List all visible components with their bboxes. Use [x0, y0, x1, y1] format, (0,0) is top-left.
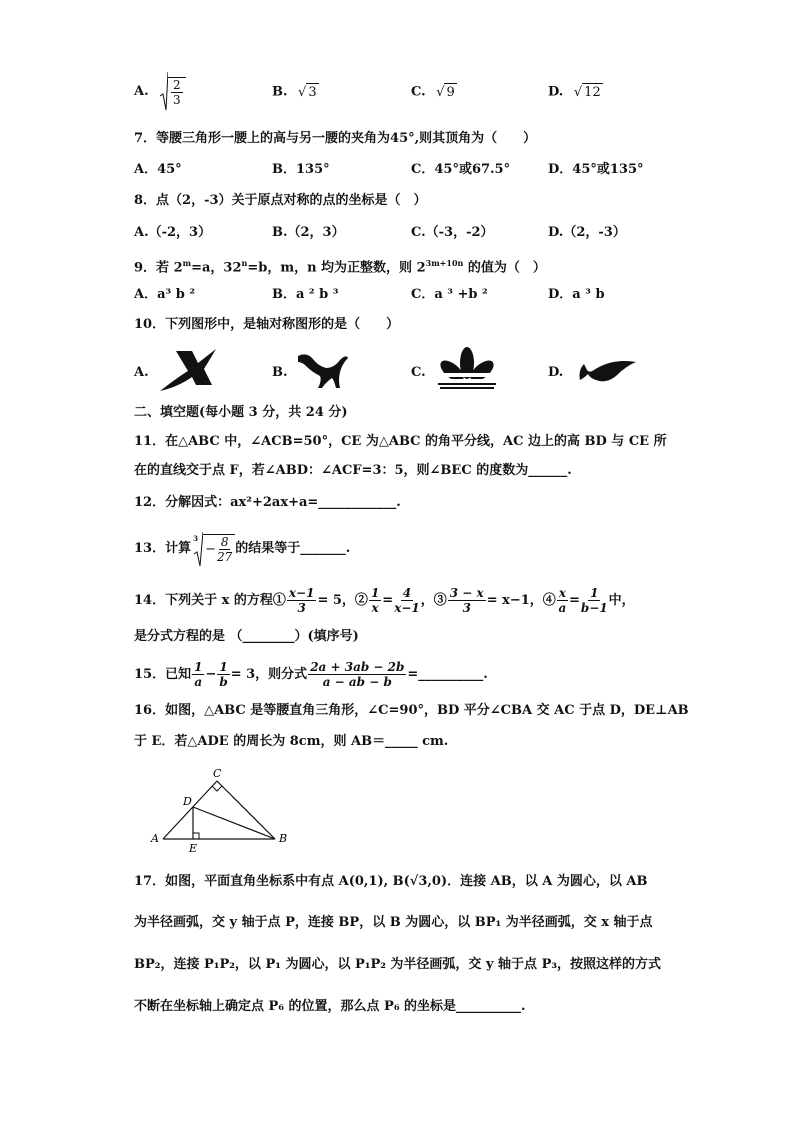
- q14-line-2: 是分式方程的是 （________）(填序号): [134, 629, 359, 644]
- q8-option-d: D.（2，-3）: [548, 225, 626, 240]
- q10-option-a-label: A.: [134, 365, 149, 380]
- q6-option-c: C. √ 9: [411, 84, 455, 100]
- sqrt-sign-icon: [160, 72, 168, 112]
- q16-triangle-figure: [145, 765, 290, 855]
- q16-line-1: 16．如图，△ABC 是等腰直角三角形，∠C=90°，BD 平分∠CBA 交 AC 于点 D，DE⊥AB: [134, 703, 689, 718]
- q6-option-d: D. √ 12: [548, 84, 601, 100]
- q17-line-4: 不断在坐标轴上确定点 P₆ 的位置，那么点 P₆ 的坐标是__________.: [134, 999, 526, 1014]
- logo-swoosh-icon: [576, 356, 640, 388]
- q14-line-1: 14．下列关于 x 的方程① $\frac{x-1}{3}$ = 5，② $\frac{1}{x}$ = $\frac{4}{x-1}$ ，③ $\frac{3 - x}{3}$ = x−1，④ $\frac{x}{a}$ = $\frac{1}{b-1}$ 中，: [134, 586, 635, 615]
- q6-option-b: B. √ 3: [272, 84, 317, 100]
- logo-trefoil-icon: [436, 345, 498, 393]
- q8-option-a: A.（-2，3）: [134, 225, 212, 240]
- q11-line-2: 在的直线交于点 F，若∠ABD：∠ACF=3：5，则∠BEC 的度数为______.: [134, 463, 572, 478]
- q7-option-a: A．45°: [134, 162, 182, 177]
- q6-option-a-value: $\frac{2}{3}$: [160, 72, 186, 118]
- fig-label-d: D: [183, 795, 192, 808]
- q7-option-d: D．45°或135°: [548, 162, 644, 177]
- q7-option-b: B．135°: [272, 162, 330, 177]
- q17-line-2: 为半径画弧，交 y 轴于点 P，连接 BP，以 B 为圆心，以 BP₁ 为半径画弧，交 x 轴于点: [134, 915, 653, 930]
- q12-text: 12．分解因式：ax²+2ax+a=____________.: [134, 495, 401, 510]
- logo-x-shape-icon: [158, 347, 220, 395]
- q8-option-c: C.（-3，-2）: [411, 225, 494, 240]
- q9-option-d: D．a ³ b: [548, 287, 605, 302]
- fig-label-b: B: [279, 832, 288, 845]
- q10-option-c-label: C.: [411, 365, 426, 380]
- q10-text: 10．下列图形中，是轴对称图形的是（ ）: [134, 317, 400, 332]
- q9-text: 9．若 $2^m=a$，$32^n=b$，m，n 均为正整数，则 $2^{3m+10n}$ 的值为（ ）: [134, 258, 546, 276]
- q13-text: 13．计算 3 − $\frac{8}{27}$ 的结果等于_______.: [134, 530, 350, 568]
- q10-option-b-label: B.: [272, 365, 288, 380]
- q15-text: 15．已知 $\frac{1}{a}$ − $\frac{1}{b}$ = 3，则分式 $\frac{2a + 3ab - 2b}{a - ab - b}$ =__________.: [134, 660, 488, 689]
- q8-text: 8．点（2，-3）关于原点对称的点的坐标是（ ）: [134, 193, 427, 208]
- q7-text: 7．等腰三角形一腰上的高与另一腰的夹角为45°,则其顶角为（ ）: [134, 131, 537, 146]
- q9-option-a: A．a³ b ²: [134, 287, 196, 302]
- logo-puma-cat-icon: [296, 350, 350, 392]
- q16-line-2: 于 E．若△ADE 的周长为 8cm，则 AB＝_____ cm.: [134, 734, 449, 749]
- q17-line-1: 17．如图，平面直角坐标系中有点 A(0,1), B(√3,0)．连接 AB，以 A 为圆心，以 AB: [134, 874, 648, 889]
- q10-option-d-label: D.: [548, 365, 564, 380]
- fig-label-e: E: [189, 842, 198, 855]
- q17-line-3: BP₂，连接 P₁P₂，以 P₁ 为圆心，以 P₁P₂ 为半径画弧，交 y 轴于点 P₃，按照这样的方式: [134, 957, 662, 972]
- fig-label-a: A: [151, 832, 159, 845]
- q7-option-c: C．45°或67.5°: [411, 162, 511, 177]
- q8-option-b: B.（2，3）: [272, 225, 345, 240]
- q9-option-c: C．a ³ +b ²: [411, 287, 488, 302]
- fig-label-c: C: [213, 767, 222, 780]
- q9-option-b: B．a ² b ³: [272, 287, 339, 302]
- q6-option-a-label: A.: [134, 84, 149, 99]
- section-2-heading: 二、填空题(每小题 3 分，共 24 分): [134, 405, 348, 420]
- q11-line-1: 11．在△ABC 中，∠ACB=50°，CE 为△ABC 的角平分线，AC 边上的高 BD 与 CE 所: [134, 434, 667, 449]
